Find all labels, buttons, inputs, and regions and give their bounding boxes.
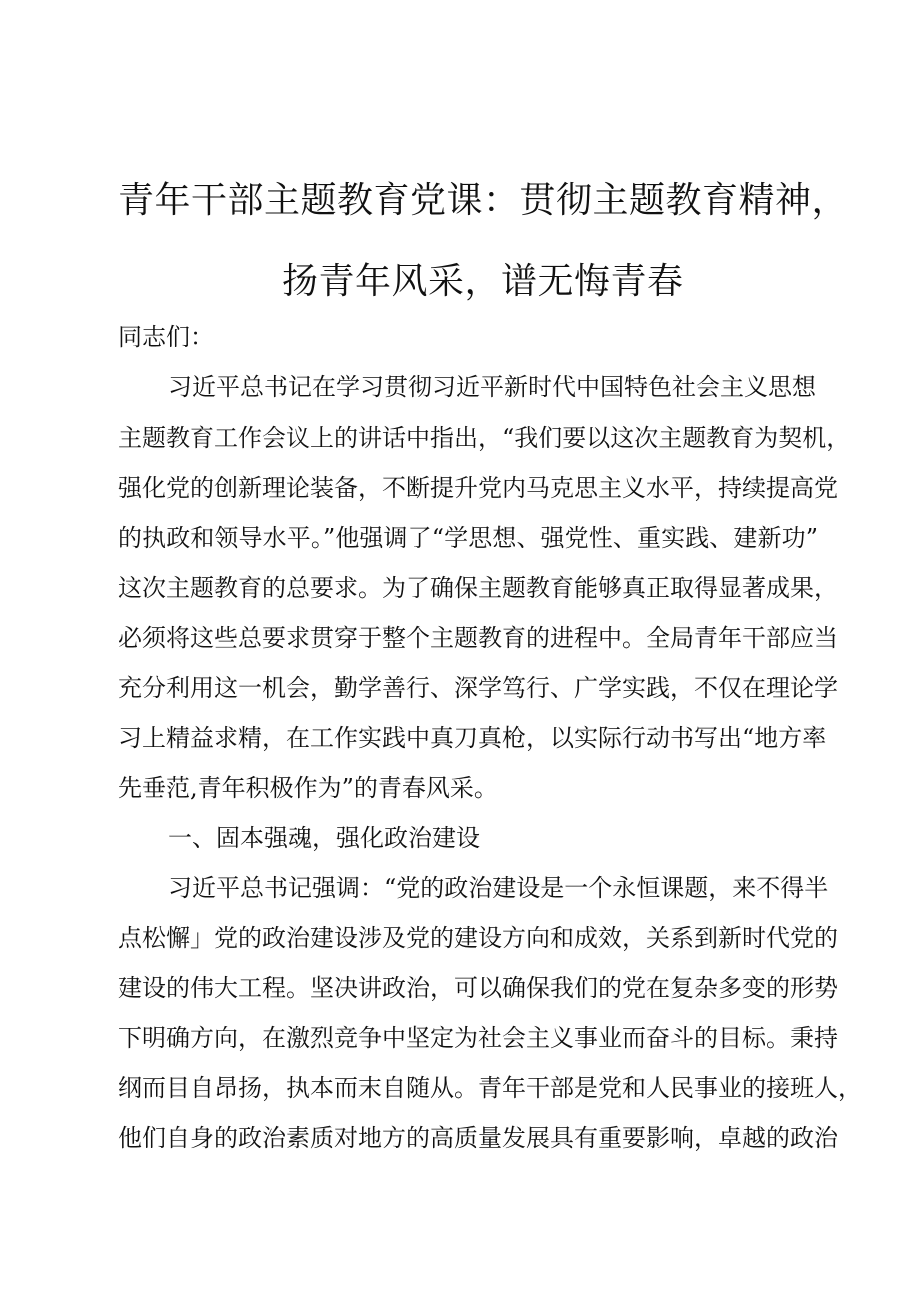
document-title-line-2: 扬青年风采，谱无悔青春: [282, 261, 684, 302]
paragraph-1-line-6: 必须将这些总要求贯穿于整个主题教育的进程中。全局青年干部应当: [118, 624, 838, 652]
salutation: 同志们：: [118, 323, 214, 351]
section-heading: 一、固本强魂，强化政治建设: [168, 824, 480, 852]
paragraph-1-line-1: 习近平总书记在学习贯彻习近平新时代中国特色社会主义思想: [168, 373, 816, 401]
section-paragraph-line-3: 建设的伟大工程。坚决讲政治，可以确保我们的党在复杂多变的形势: [118, 974, 838, 1002]
paragraph-1-line-9: 先垂范,青年积极作为”的青春风采。: [118, 774, 498, 802]
paragraph-1-line-7: 充分利用这一机会，勤学善行、深学笃行、广学实践，不仅在理论学: [118, 674, 838, 702]
section-paragraph-line-5: 纲而目自昂扬，执本而末自随从。青年干部是党和人民事业的接班人，: [118, 1074, 862, 1102]
section-paragraph-line-6: 他们自身的政治素质对地方的高质量发展具有重要影响，卓越的政治: [118, 1124, 838, 1152]
paragraph-1-line-2: 主题教育工作会议上的讲话中指出，“我们要以这次主题教育为契机，: [118, 424, 851, 452]
document-title-line-1: 青年干部主题教育党课：贯彻主题教育精神，: [118, 180, 849, 221]
section-paragraph-line-4: 下明确方向，在激烈竞争中坚定为社会主义事业而奋斗的目标。秉持: [118, 1024, 838, 1052]
paragraph-1-line-4: 的执政和领导水平。”他强调了“学思想、强党性、重实践、建新功”: [118, 524, 818, 552]
paragraph-1-line-5: 这次主题教育的总要求。为了确保主题教育能够真正取得显著成果，: [118, 574, 838, 602]
paragraph-1-line-8: 习上精益求精，在工作实践中真刀真枪，以实际行动书写出“地方率: [118, 724, 827, 752]
section-paragraph-line-1: 习近平总书记强调：“党的政治建设是一个永恒课题，来不得半: [168, 874, 829, 902]
paragraph-1-line-3: 强化党的创新理论装备，不断提升党内马克思主义水平，持续提高党: [118, 474, 838, 502]
section-paragraph-line-2: 点松懈」党的政治建设涉及党的建设方向和成效，关系到新时代党的: [118, 924, 838, 952]
